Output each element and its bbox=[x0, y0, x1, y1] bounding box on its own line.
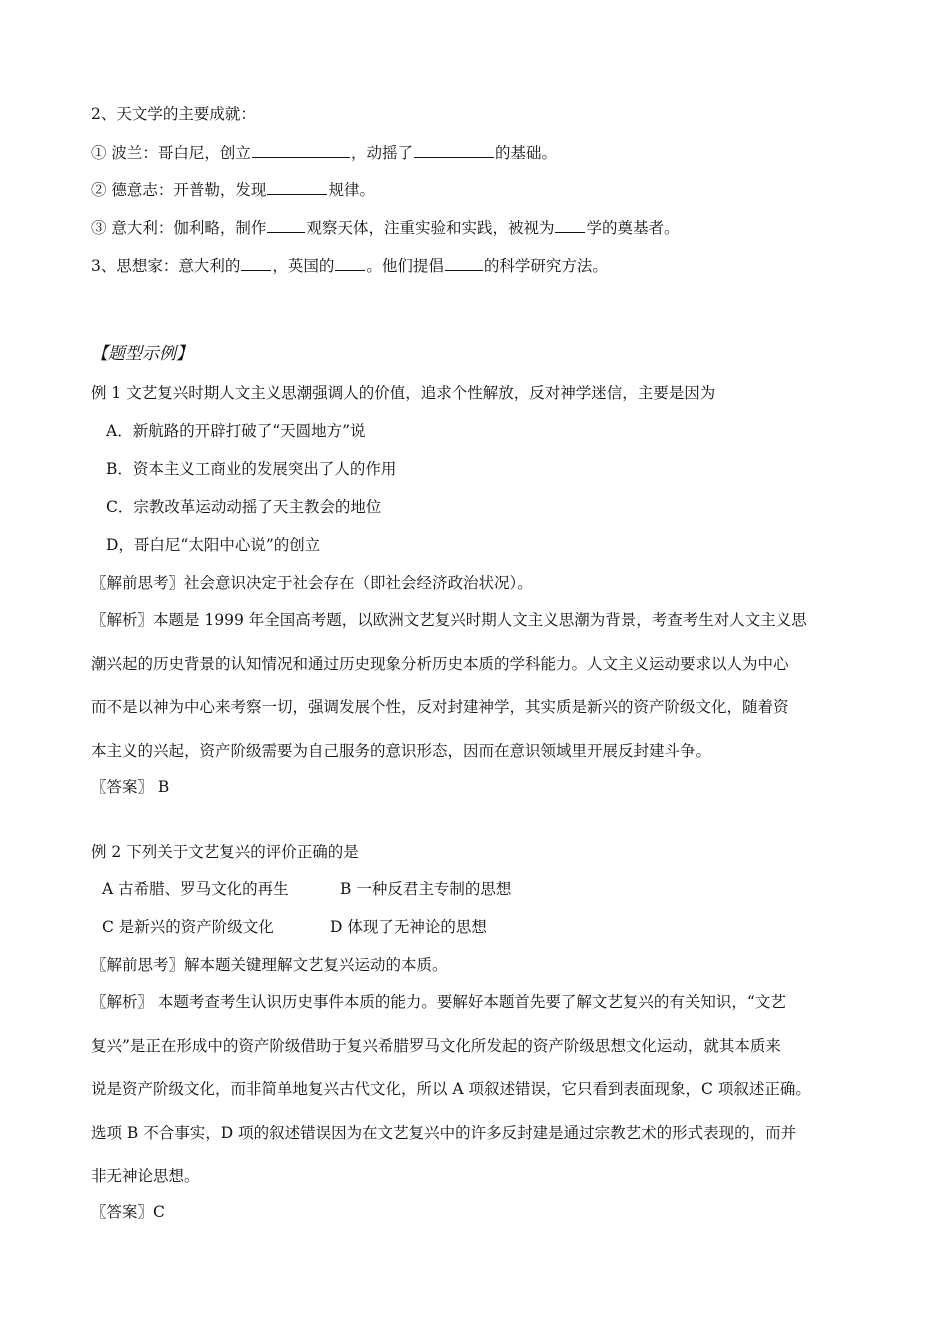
example1-option-b: B．资本主义工商业的发展突出了人的作用 bbox=[106, 460, 397, 478]
example2-option-c: C 是新兴的资产阶级文化 bbox=[102, 918, 274, 936]
example1-analysis-line: 潮兴起的历史背景的认知情况和通过历史现象分析历史本质的学科能力。人文主义运动要求以人为中心 bbox=[91, 655, 789, 673]
example1-analysis-line: 而不是以神为中心来考察一切，强调发展个性，反对封建神学，其实质是新兴的资产阶级文化，随着资 bbox=[91, 698, 789, 716]
example1-analysis-line: 〖解析〗本题是 1999 年全国高考题，以欧洲文艺复兴时期人文主义思潮为背景，考查考生对人文主义思 bbox=[91, 611, 807, 629]
example2-analysis-line: 非无神论思想。 bbox=[91, 1167, 200, 1185]
fill-blank[interactable] bbox=[335, 255, 365, 271]
example2-analysis-line: 复兴”是正在形成中的资产阶级借助于复兴希腊罗马文化所发起的资产阶级思想文化运动，就其本质来 bbox=[91, 1037, 781, 1055]
fill-blank[interactable] bbox=[555, 217, 585, 233]
example2-analysis-line: 选项 B 不合事实，D 项的叙述错误因为在文艺复兴中的许多反封建是通过宗教艺术的形式表现的，而并 bbox=[91, 1124, 797, 1142]
example2-option-a: A 古希腊、罗马文化的再生 bbox=[102, 880, 289, 898]
example2-pre-think: 〖解前思考〗解本题关键理解文艺复兴运动的本质。 bbox=[91, 956, 448, 974]
fill-blank[interactable] bbox=[267, 179, 327, 195]
fill-blank[interactable] bbox=[445, 255, 483, 271]
example2-answer: 〖答案〗C bbox=[91, 1203, 165, 1221]
example1-answer: 〖答案〗 B bbox=[91, 778, 170, 796]
fill-blank[interactable] bbox=[252, 142, 350, 158]
section2-item2: ② 德意志：开普勒，发现 规律。 bbox=[91, 181, 375, 199]
fill-blank[interactable] bbox=[414, 142, 494, 158]
example1-option-a: A．新航路的开辟打破了“天圆地方”说 bbox=[106, 422, 366, 440]
example2-option-d: D 体现了无神论的思想 bbox=[330, 918, 487, 936]
example2-analysis-line: 说是资产阶级文化，而非简单地复兴古代文化，所以 A 项叙述错误，它只看到表面现象，C 项叙述正确。 bbox=[91, 1080, 811, 1098]
example1-option-c: C．宗教改革运动动摇了天主教会的地位 bbox=[106, 498, 382, 516]
example2-option-b: B 一种反君主专制的思想 bbox=[340, 880, 512, 898]
fill-blank[interactable] bbox=[267, 217, 305, 233]
section2-title: 2、天文学的主要成就： bbox=[91, 105, 256, 123]
examples-heading: 【题型示例】 bbox=[91, 344, 193, 364]
example1-option-d: D，哥白尼“太阳中心说”的创立 bbox=[106, 536, 321, 554]
fill-blank[interactable] bbox=[241, 255, 271, 271]
example1-question: 例 1 文艺复兴时期人文主义思潮强调人的价值，追求个性解放，反对神学迷信，主要是因为 bbox=[91, 384, 716, 402]
section2-item3: ③ 意大利：伽利略，制作 观察天体，注重实验和实践，被视为 学的奠基者。 bbox=[91, 219, 680, 237]
example1-pre-think: 〖解前思考〗社会意识决定于社会存在（即社会经济政治状况）。 bbox=[91, 574, 533, 592]
example1-analysis-line: 本主义的兴起，资产阶级需要为自己服务的意识形态，因而在意识领域里开展反封建斗争。 bbox=[91, 742, 712, 760]
section2-item1: ① 波兰：哥白尼，创立 ，动摇了 的基础。 bbox=[91, 144, 557, 162]
section3: 3、思想家：意大利的 ，英国的 。他们提倡 的科学研究方法。 bbox=[91, 257, 608, 275]
example2-question: 例 2 下列关于文艺复兴的评价正确的是 bbox=[91, 843, 359, 861]
example2-analysis-line: 〖解析〗 本题考查考生认识历史事件本质的能力。要解好本题首先要了解文艺复兴的有关知识，“文艺 bbox=[91, 993, 786, 1011]
